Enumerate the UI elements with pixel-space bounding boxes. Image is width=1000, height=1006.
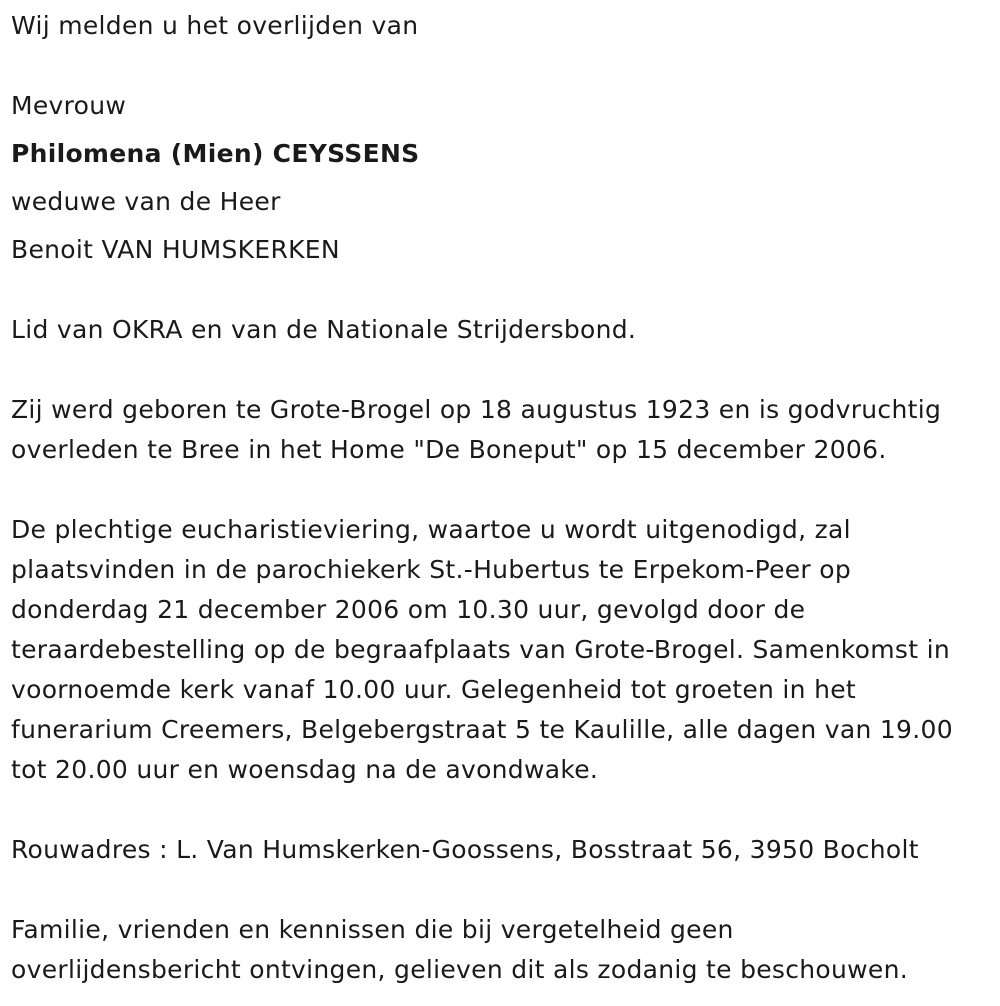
ceremony-line: tot 20.00 uur en woensdag na de avondwake. (11, 755, 599, 784)
ceremony-line: donderdag 21 december 2006 om 10.30 uur, gevolgd door de (11, 595, 806, 624)
deceased-title: Mevrouw (11, 91, 127, 120)
deceased-relation: weduwe van de Heer (11, 187, 281, 216)
closing-line: Familie, vrienden en kennissen die bij vergetelheid geen (11, 915, 734, 944)
mourning-address: Rouwadres : L. Van Humskerken-Goossens, Bosstraat 56, 3950 Bocholt (11, 835, 919, 864)
closing-line: overlijdensbericht ontvingen, gelieven dit als zodanig te beschouwen. (11, 955, 908, 984)
ceremony-line: funerarium Creemers, Belgebergstraat 5 te Kaulille, alle dagen van 19.00 (11, 715, 953, 744)
intro-text: Wij melden u het overlijden van (11, 11, 419, 40)
deceased-name: Philomena (Mien) CEYSSENS (11, 139, 420, 168)
ceremony-line: voornoemde kerk vanaf 10.00 uur. Gelegenheid tot groeten in het (11, 675, 856, 704)
spouse-name: Benoit VAN HUMSKERKEN (11, 235, 340, 264)
membership-text: Lid van OKRA en van de Nationale Strijdersbond. (11, 315, 637, 344)
ceremony-line: plaatsvinden in de parochiekerk St.-Hubertus te Erpekom-Peer op (11, 555, 852, 584)
ceremony-line: De plechtige eucharistieviering, waartoe u wordt uitgenodigd, zal (11, 515, 851, 544)
birth-death-line: Zij werd geboren te Grote-Brogel op 18 augustus 1923 en is godvruchtig (11, 395, 942, 424)
ceremony-line: teraardebestelling op de begraafplaats van Grote-Brogel. Samenkomst in (11, 635, 950, 664)
birth-death-line: overleden te Bree in het Home "De Boneput" op 15 december 2006. (11, 435, 887, 464)
